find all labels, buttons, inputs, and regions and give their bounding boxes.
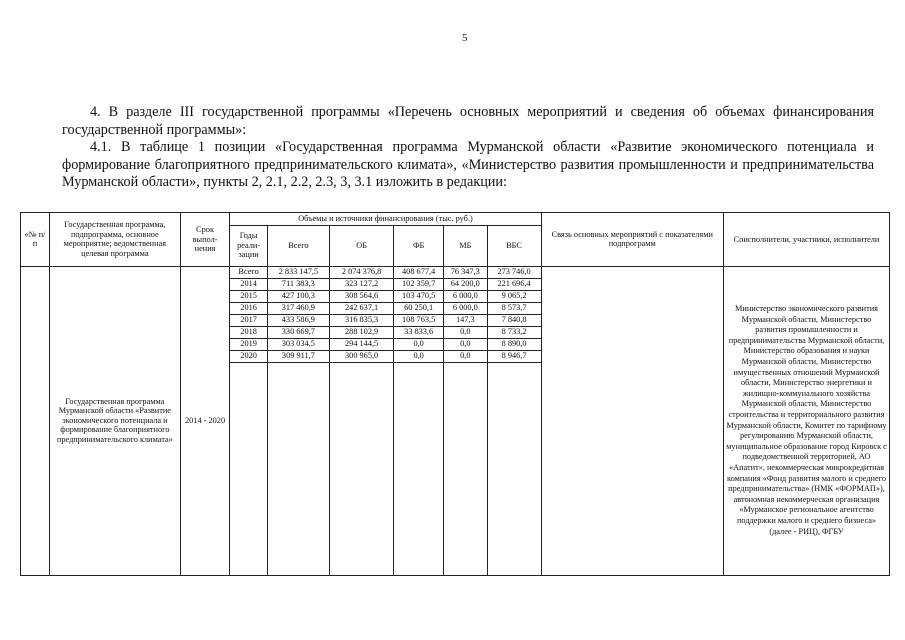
table-row	[21, 266, 890, 278]
year-cell: 2017	[230, 314, 267, 326]
program-term: 2014 - 2020	[180, 266, 230, 575]
ob-cell: 316 835,3	[329, 314, 393, 326]
vbs-cell: 273 746,0	[487, 266, 541, 278]
fb-cell-empty	[394, 362, 444, 575]
mb-cell: 0,0	[444, 350, 488, 362]
header-financing-group: Объемы и источники финансирования (тыс. руб.)	[230, 213, 541, 226]
total-cell: 711 383,3	[267, 278, 329, 290]
header-link: Связь основных мероприятий с показателями подпрограмм	[541, 213, 724, 267]
ob-cell-empty	[329, 362, 393, 575]
ob-cell: 323 127,2	[329, 278, 393, 290]
page-number: 5	[462, 32, 468, 44]
header-years: Годы реали-зации	[230, 225, 267, 266]
header-num: «№ п/п	[21, 213, 50, 267]
fb-cell: 408 677,4	[394, 266, 444, 278]
ob-cell: 242 637,1	[329, 302, 393, 314]
year-cell: 2018	[230, 326, 267, 338]
fb-cell: 0,0	[394, 350, 444, 362]
mb-cell-empty	[444, 362, 488, 575]
year-cell: Всего	[230, 266, 267, 278]
mb-cell: 0,0	[444, 338, 488, 350]
mb-cell: 64 200,0	[444, 278, 488, 290]
vbs-cell: 9 065,2	[487, 290, 541, 302]
total-cell: 317 460,9	[267, 302, 329, 314]
fb-cell: 102 359,7	[394, 278, 444, 290]
mb-cell: 6 000,0	[444, 290, 488, 302]
vbs-cell: 8 573,7	[487, 302, 541, 314]
vbs-cell: 221 696,4	[487, 278, 541, 290]
ob-cell: 288 102,9	[329, 326, 393, 338]
header-program: Государственная программа, подпрограмма, основное мероприятие; ведомственная целевая программа	[50, 213, 181, 267]
vbs-cell-empty	[487, 362, 541, 575]
header-fb: ФБ	[394, 225, 444, 266]
total-cell: 433 586,9	[267, 314, 329, 326]
fb-cell: 103 470,5	[394, 290, 444, 302]
fb-cell: 108 763,5	[394, 314, 444, 326]
year-cell: 2015	[230, 290, 267, 302]
link-cell	[541, 266, 724, 575]
mb-cell: 76 347,3	[444, 266, 488, 278]
vbs-cell: 8 946,7	[487, 350, 541, 362]
total-cell: 309 911,7	[267, 350, 329, 362]
paragraph-table-1-edit: 4.1. В таблице 1 позиции «Государственная программа Мурманской области «Развитие экономического потенциала и формирование благоприятного предпринимательского климата», «Министерство развития промышленности и предпринимательства Мурманской области», пункты 2, 2.1, 2.2, 2.3, 3, 3.1 изложить в редакции:	[62, 139, 874, 191]
header-mb: МБ	[444, 225, 488, 266]
vbs-cell: 8 890,0	[487, 338, 541, 350]
total-cell: 303 034,5	[267, 338, 329, 350]
header-coexecutors: Соисполнители, участники, исполнители	[724, 213, 890, 267]
ob-cell: 300 965,0	[329, 350, 393, 362]
ob-cell: 308 564,6	[329, 290, 393, 302]
mb-cell: 0,0	[444, 326, 488, 338]
fb-cell: 60 250,1	[394, 302, 444, 314]
header-ob: ОБ	[329, 225, 393, 266]
financing-table	[20, 212, 890, 576]
year-cell: 2014	[230, 278, 267, 290]
mb-cell: 6 000,0	[444, 302, 488, 314]
mb-cell: 147,3	[444, 314, 488, 326]
program-name: Государственная программа Мурманской области «Развитие экономического потенциала и формирование благоприятного предпринимательского климата»	[50, 266, 181, 575]
header-vbs: ВБС	[487, 225, 541, 266]
total-cell: 427 100,3	[267, 290, 329, 302]
ob-cell: 294 144,5	[329, 338, 393, 350]
paragraph-section-3: 4. В разделе III государственной программы «Перечень основных мероприятий и сведения об объемах финансирования государственной программы»:	[62, 104, 874, 138]
total-cell: 2 833 147,5	[267, 266, 329, 278]
year-cell: 2016	[230, 302, 267, 314]
vbs-cell: 8 733,2	[487, 326, 541, 338]
fb-cell: 0,0	[394, 338, 444, 350]
year-cell-empty	[230, 362, 267, 575]
total-cell: 330 669,7	[267, 326, 329, 338]
table-header-row-1	[21, 213, 890, 226]
year-cell: 2019	[230, 338, 267, 350]
ob-cell: 2 074 376,8	[329, 266, 393, 278]
document-text	[62, 104, 874, 192]
header-term: Срок выпол-нения	[180, 213, 230, 267]
header-total: Всего	[267, 225, 329, 266]
fb-cell: 33 833,6	[394, 326, 444, 338]
total-cell-empty	[267, 362, 329, 575]
coexecutors-list: Министерство экономического развития Мурманской области, Министерство развития промышленности и предпринимательства Мурманской области, Министерство образования и науки Мурманской области, Министерство имущественных отношений Мурманской области, Министерство энергетики и жилищно-коммунального хозяйства Мурманской области, Министерство строительства и территориального развития Мурманской области, Комитет по тарифному регулированию Мурманской области, муниципальное образование город Кировск с подведомственной территорией, АО «Апатит», некоммерческая микрокредитная компания «Фонд развития малого и среднего предпринимательства» (НМК «ФОРМАП»), автономная некоммерческая организация «Мурманское региональное агентство поддержки малого и среднего бизнеса» (далее - РИЦ), ФГБУ	[724, 266, 890, 575]
vbs-cell: 7 840,8	[487, 314, 541, 326]
cell-num	[21, 266, 50, 575]
year-cell: 2020	[230, 350, 267, 362]
